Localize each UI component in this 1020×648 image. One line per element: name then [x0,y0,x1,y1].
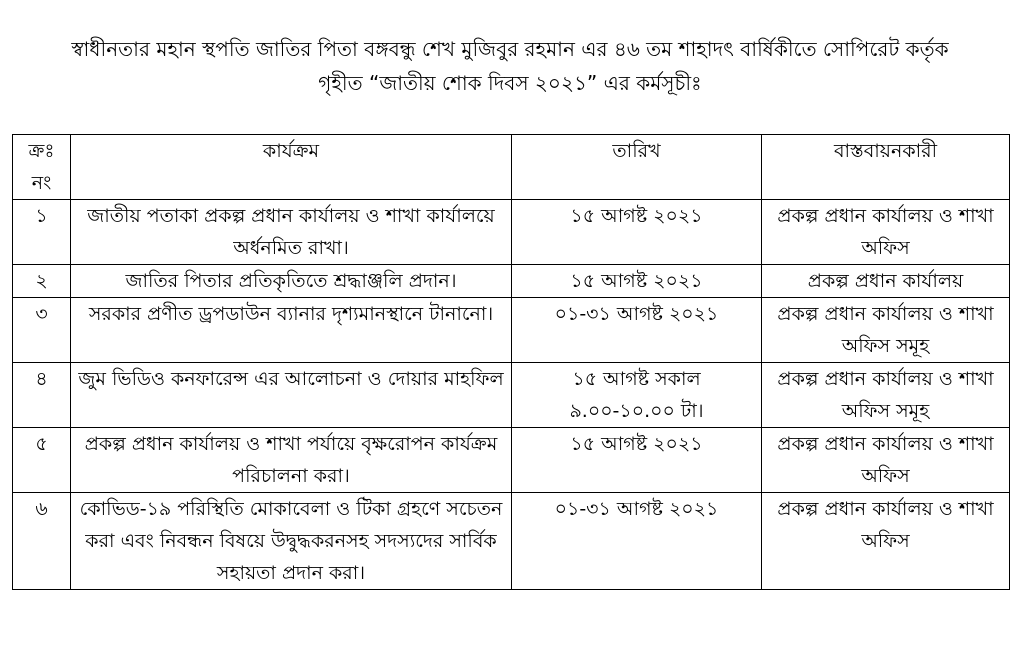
row-serial: ৪ [13,363,71,428]
row-implementer: প্রকল্প প্রধান কার্যালয় [762,265,1010,298]
heading-line-2: গৃহীত “জাতীয় শোক দিবস ২০২১” এর কর্মসূচীঃ [318,71,702,95]
row-date: ০১-৩১ আগষ্ট ২০২১ [512,493,762,590]
table-row [13,363,1010,428]
heading-line-1: স্বাধীনতার মহান স্থপতি জাতির পিতা বঙ্গবন্ধু শেখ মুজিবুর রহমান এর ৪৬ তম শাহাদৎ বার্ষিকীতে সোপিরেট কর্তৃক [71,37,949,61]
header-serial: ক্রঃ নং [13,135,71,200]
row-date: ১৫ আগষ্ট ২০২১ [512,428,762,493]
header-date: তারিখ [512,135,762,200]
row-implementer: প্রকল্প প্রধান কার্যালয় ও শাখা অফিস [762,493,1010,590]
row-date: ১৫ আগষ্ট ২০২১ [512,265,762,298]
row-activity: প্রকল্প প্রধান কার্যালয় ও শাখা পর্যায়ে বৃক্ষরোপন কার্যক্রম পরিচালনা করা। [71,428,512,493]
row-activity: জাতির পিতার প্রতিকৃতিতে শ্রদ্ধাঞ্জলি প্রদান। [71,265,512,298]
row-date: ০১-৩১ আগষ্ট ২০২১ [512,298,762,363]
row-implementer: প্রকল্প প্রধান কার্যালয় ও শাখা অফিস [762,428,1010,493]
row-activity: কোভিড-১৯ পরিস্থিতি মোকাবেলা ও টিকা গ্রহণে সচেতন করা এবং নিবন্ধন বিষয়ে উদ্বুদ্ধকরনসহ সদস্যদের সার্বিক সহায়তা প্রদান করা। [71,493,512,590]
header-activity: কার্যক্রম [71,135,512,200]
table-header-row [13,135,1010,200]
header-implementer: বাস্তবায়নকারী [762,135,1010,200]
row-serial: ৫ [13,428,71,493]
row-date: ১৫ আগষ্ট ২০২১ [512,200,762,265]
table-row [13,493,1010,590]
row-activity: জাতীয় পতাকা প্রকল্প প্রধান কার্যালয় ও শাখা কার্যালয়ে অর্ধনমিত রাখা। [71,200,512,265]
row-serial: ৬ [13,493,71,590]
row-implementer: প্রকল্প প্রধান কার্যালয় ও শাখা অফিস সমূহ [762,363,1010,428]
row-serial: ২ [13,265,71,298]
table-row [13,298,1010,363]
document-heading [10,32,1010,100]
table-row [13,200,1010,265]
row-serial: ৩ [13,298,71,363]
row-implementer: প্রকল্প প্রধান কার্যালয় ও শাখা অফিস সমূহ [762,298,1010,363]
table-row [13,265,1010,298]
table-row [13,428,1010,493]
row-implementer: প্রকল্প প্রধান কার্যালয় ও শাখা অফিস [762,200,1010,265]
program-table [12,134,1010,590]
row-serial: ১ [13,200,71,265]
row-activity: সরকার প্রণীত ড্রপডাউন ব্যানার দৃশ্যমানস্থানে টানানো। [71,298,512,363]
row-activity: জুম ভিডিও কনফারেন্স এর আলোচনা ও দোয়ার মাহফিল [71,363,512,428]
row-date: ১৫ আগষ্ট সকাল ৯.০০-১০.০০ টা। [512,363,762,428]
